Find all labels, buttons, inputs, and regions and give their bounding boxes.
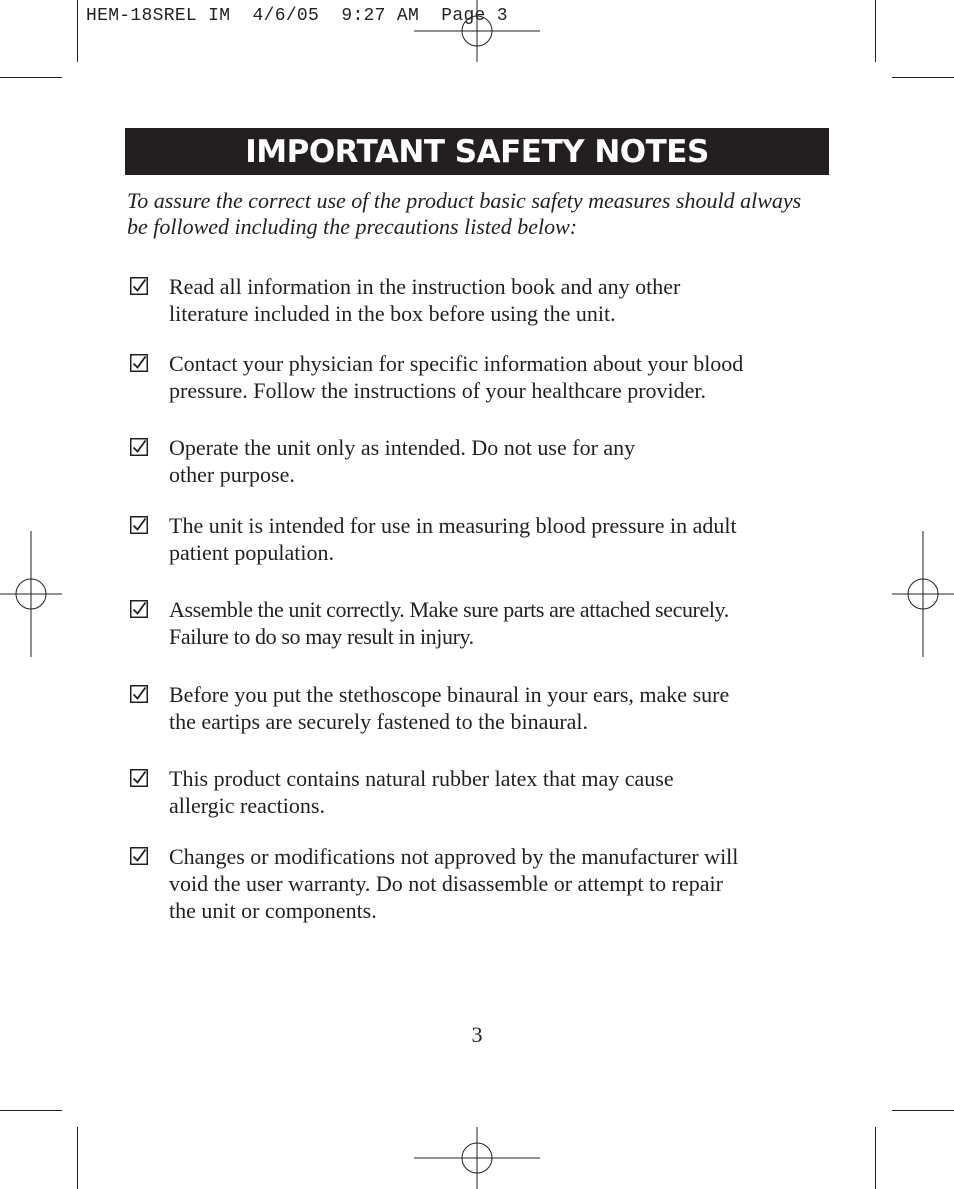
list-item-text: Contact your physician for specific information about your blood pressure. Follow the instructions of your healthcare provider.	[169, 351, 744, 403]
crop-mark-top-right-horizontal	[892, 77, 954, 78]
list-item	[130, 273, 810, 327]
list-item	[130, 434, 810, 488]
crop-mark-bottom-right-vertical	[875, 1127, 876, 1189]
list-item	[130, 512, 810, 566]
crop-mark-bottom-left-horizontal	[0, 1110, 62, 1111]
checked-box-icon	[130, 438, 148, 456]
print-slug: HEM-18SREL IM 4/6/05 9:27 AM Page 3	[86, 6, 508, 26]
list-item-text: This product contains natural rubber latex that may cause allergic reactions.	[169, 766, 674, 818]
registration-mark-icon	[414, 0, 540, 62]
checked-box-icon	[130, 685, 148, 703]
checked-box-icon	[130, 277, 148, 295]
list-item	[130, 681, 810, 735]
crop-mark-bottom-right-horizontal	[892, 1110, 954, 1111]
list-item-text: The unit is intended for use in measuring blood pressure in adult patient population.	[169, 513, 737, 565]
checked-box-icon	[130, 600, 148, 618]
intro-text: To assure the correct use of the product basic safety measures should always be followed including the precautions listed below:	[127, 188, 802, 239]
crop-mark-top-right-vertical	[875, 0, 876, 62]
checked-box-icon	[130, 847, 148, 865]
checked-box-icon	[130, 516, 148, 534]
list-item-text: Read all information in the instruction book and any other literature included in the box before using the unit.	[169, 274, 681, 326]
title-bar	[125, 128, 829, 175]
list-item-text: Changes or modifications not approved by the manufacturer will void the user warranty. Do not disassemble or attempt to repair the unit or components.	[169, 844, 739, 923]
list-item-text: Assemble the unit correctly. Make sure parts are attached securely. Failure to do so may result in injury.	[169, 597, 729, 649]
page-title: IMPORTANT SAFETY NOTES	[245, 133, 709, 170]
registration-mark-icon	[892, 531, 954, 657]
list-item	[130, 350, 810, 404]
checked-box-icon	[130, 354, 148, 372]
list-item	[130, 843, 810, 924]
list-item	[130, 765, 810, 819]
registration-mark-icon	[0, 531, 62, 657]
list-item-text: Before you put the stethoscope binaural in your ears, make sure the eartips are securely fastened to the binaural.	[169, 682, 730, 734]
list-item-text: Operate the unit only as intended. Do not use for any other purpose.	[169, 435, 636, 487]
crop-mark-bottom-left-vertical	[77, 1127, 78, 1189]
crop-mark-top-left-vertical	[77, 0, 78, 62]
page-number: 3	[471, 1022, 483, 1047]
crop-mark-top-left-horizontal	[0, 77, 62, 78]
list-item	[130, 596, 810, 650]
checked-box-icon	[130, 769, 148, 787]
registration-mark-icon	[414, 1127, 540, 1189]
